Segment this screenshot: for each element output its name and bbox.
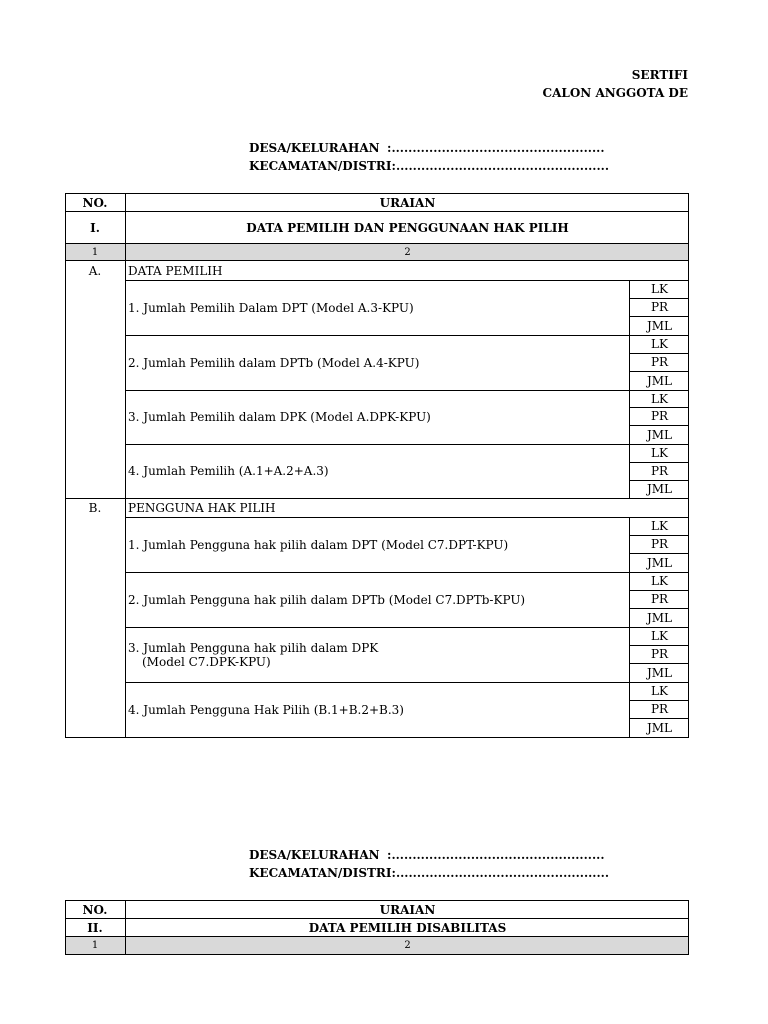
numbering-col-2: 2 <box>404 246 411 258</box>
group-b-no: B. <box>88 501 102 515</box>
kec-label: KECAMATAN/DISTRI <box>249 866 392 880</box>
item-b4-label: 4. Jumlah Pengguna Hak Pilih (B.1+B.2+B.3) <box>128 702 404 717</box>
item-a2-lk: LK <box>651 337 668 351</box>
item-b1-jml: JML <box>646 555 673 570</box>
table2-section-title: DATA PEMILIH DISABILITAS <box>308 920 507 935</box>
item-a1-pr: PR <box>650 300 669 314</box>
kec-dots: ................................................... <box>395 159 610 173</box>
location-desa-1 <box>249 141 605 155</box>
kec-sep: : <box>391 866 396 880</box>
item-a2-jml: JML <box>646 373 673 388</box>
table2-section-no: II. <box>87 920 103 935</box>
table2-numbering-col-1: 1 <box>91 940 99 951</box>
item-b3-label: 3. Jumlah Pengguna hak pilih dalam DPK <box>128 640 379 655</box>
kec-sep: : <box>391 159 396 173</box>
item-b1-label: 1. Jumlah Pengguna hak pilih dalam DPT (Model C7.DPT-KPU) <box>128 537 509 552</box>
table2-col-no: NO. <box>82 902 108 917</box>
group-a-no: A. <box>88 263 102 278</box>
desa-sep: : <box>387 141 392 155</box>
numbering-col-1: 1 <box>91 246 99 258</box>
item-b3-pr: PR <box>650 647 669 661</box>
item-b3-label-wrap <box>128 627 628 682</box>
section-title: DATA PEMILIH DAN PENGGUNAAN HAK PILIH <box>246 220 569 235</box>
table2-numbering-col-2: 2 <box>404 940 411 951</box>
item-a4-jml: JML <box>646 482 673 496</box>
item-b4-lk: LK <box>651 684 668 698</box>
item-b4-jml: JML <box>646 720 673 735</box>
item-a3-jml: JML <box>646 427 673 442</box>
item-a3-label: 3. Jumlah Pemilih dalam DPK (Model A.DPK-KPU) <box>128 410 431 424</box>
certificate-subtitle: CALON ANGGOTA DE <box>542 86 688 100</box>
group-a-title: DATA PEMILIH <box>128 263 223 278</box>
certificate-title: SERTIFI <box>631 68 688 82</box>
kec-label: KECAMATAN/DISTRI <box>249 159 392 173</box>
location-kecamatan-1 <box>249 159 609 173</box>
item-a1-lk: LK <box>651 282 668 296</box>
item-a4-lk: LK <box>651 446 668 460</box>
item-b2-lk: LK <box>651 574 668 588</box>
table2-col-uraian: URAIAN <box>379 902 436 917</box>
item-b3-lk: LK <box>651 629 668 643</box>
item-a1-label: 1. Jumlah Pemilih Dalam DPT (Model A.3-KPU) <box>128 300 414 315</box>
group-b-title: PENGGUNA HAK PILIH <box>128 501 276 515</box>
item-b2-label: 2. Jumlah Pengguna hak pilih dalam DPTb (Model C7.DPTb-KPU) <box>128 592 526 607</box>
item-b2-jml: JML <box>646 610 673 625</box>
col-uraian-header: URAIAN <box>379 195 436 210</box>
item-a4-label: 4. Jumlah Pemilih (A.1+A.2+A.3) <box>128 464 329 478</box>
item-a3-lk: LK <box>651 392 668 406</box>
desa-label: DESA/KELURAHAN <box>249 141 380 155</box>
item-b3-label-cont: (Model C7.DPK-KPU) <box>142 654 271 669</box>
col-no-header: NO. <box>82 195 108 210</box>
item-a2-pr: PR <box>650 355 669 369</box>
item-b1-pr: PR <box>650 537 669 551</box>
item-a3-pr: PR <box>650 409 669 423</box>
kec-dots: ................................................... <box>395 866 610 880</box>
section-no: I. <box>90 220 100 235</box>
item-b1-lk: LK <box>651 519 668 533</box>
item-a2-label: 2. Jumlah Pemilih dalam DPTb (Model A.4-KPU) <box>128 355 420 370</box>
item-a1-jml: JML <box>646 318 673 333</box>
item-b3-jml: JML <box>646 665 673 680</box>
item-a4-pr: PR <box>650 464 669 478</box>
desa-label: DESA/KELURAHAN <box>249 848 380 862</box>
desa-dots: ................................................... <box>391 141 605 155</box>
desa-dots: ................................................... <box>391 848 605 862</box>
item-b4-pr: PR <box>650 702 669 716</box>
location-desa-2 <box>249 848 605 862</box>
location-kecamatan-2 <box>249 866 609 880</box>
item-b2-pr: PR <box>650 592 669 606</box>
desa-sep: : <box>387 848 392 862</box>
